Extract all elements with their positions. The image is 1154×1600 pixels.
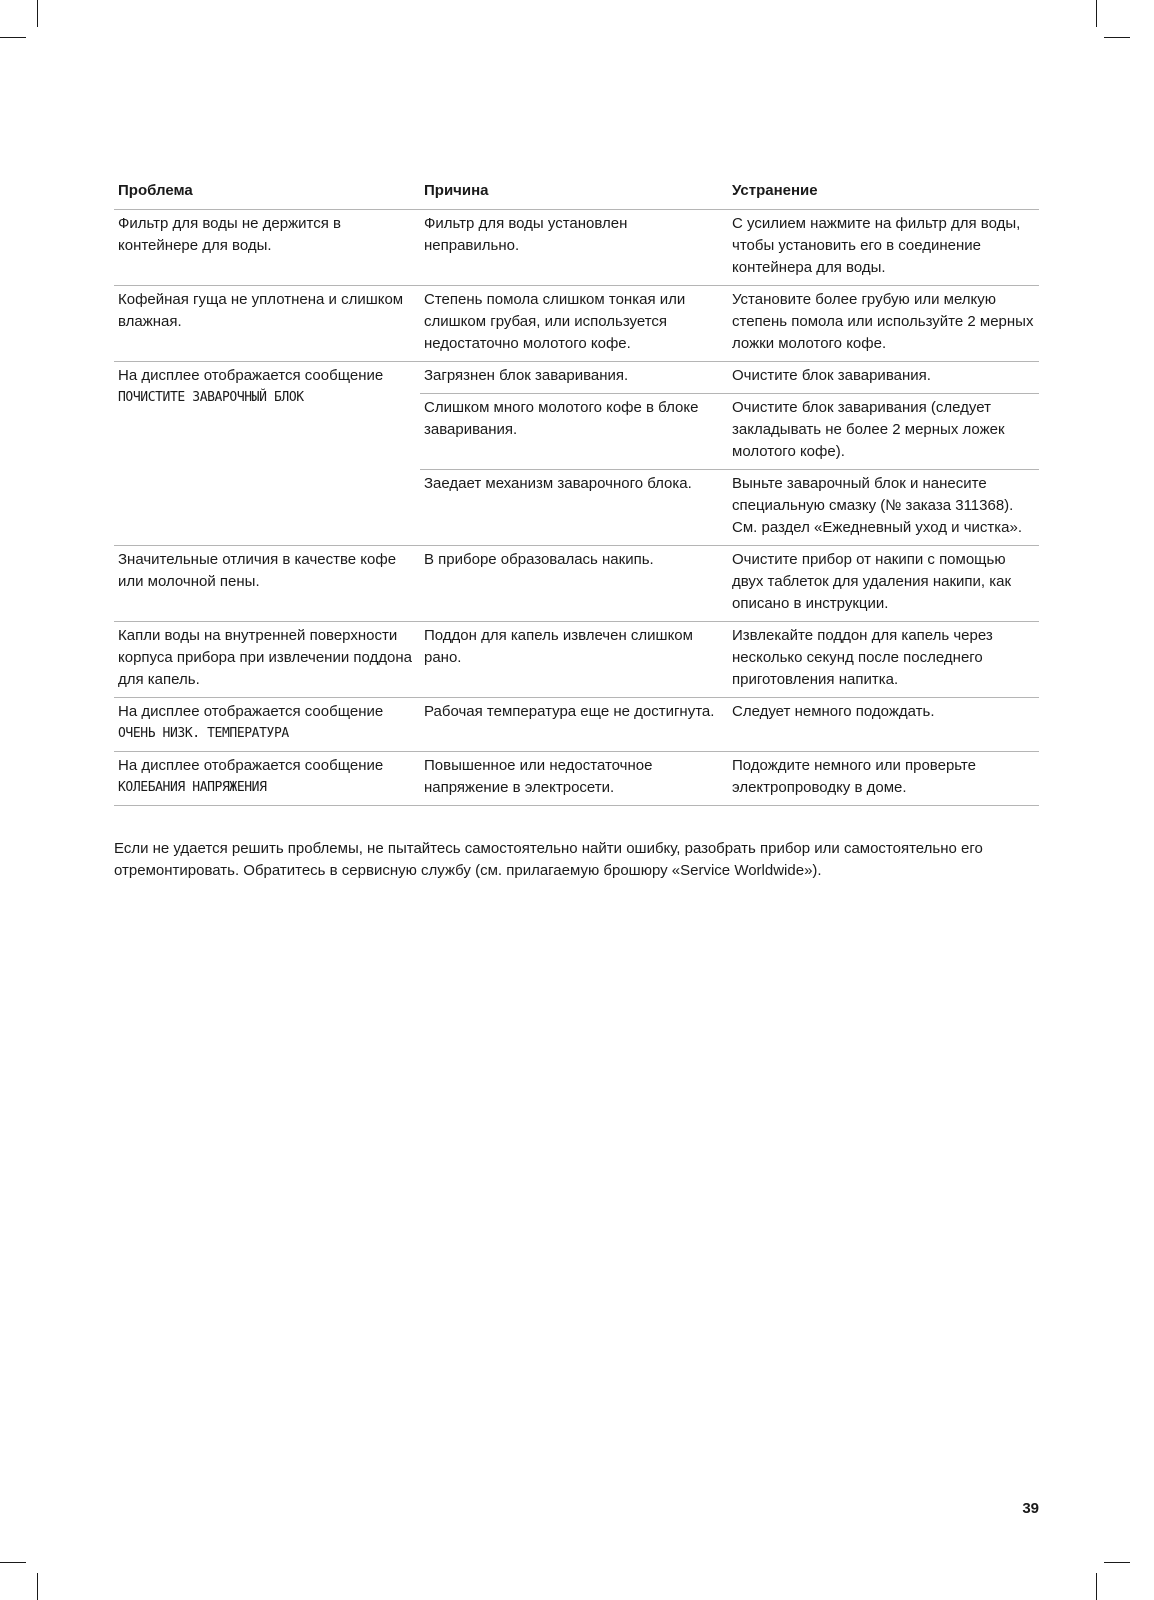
cause-cell: Повышенное или недостаточное напряжение в электросети.: [420, 752, 728, 806]
table-row: [114, 698, 1039, 752]
cause-cell: Фильтр для воды установлен неправильно.: [420, 210, 728, 286]
crop-mark: [1096, 1573, 1097, 1600]
column-header-cause: Причина: [420, 172, 728, 210]
cause-cell: Рабочая температура еще не достигнута.: [420, 698, 728, 752]
display-message-code: ОЧЕНЬ НИЗК. ТЕМПЕРАТУРА: [118, 726, 289, 741]
crop-mark: [0, 1562, 26, 1563]
cause-cell: В приборе образовалась накипь.: [420, 546, 728, 622]
crop-mark: [37, 1573, 38, 1600]
table-row: [114, 286, 1039, 362]
solution-cell: Очистите прибор от накипи с помощью двух таблеток для удаления накипи, как описано в инструкции.: [728, 546, 1039, 622]
crop-mark: [1096, 0, 1097, 27]
column-header-problem: Проблема: [114, 172, 420, 210]
problem-cell: [114, 362, 420, 546]
problem-cell: [114, 752, 420, 806]
problem-text: На дисплее отображается сообщение: [118, 703, 384, 720]
table-row: [114, 210, 1039, 286]
problem-cell: Капли воды на внутренней поверхности корпуса прибора при извлечении поддона для капель.: [114, 622, 420, 698]
problem-cell: [114, 698, 420, 752]
problem-text: На дисплее отображается сообщение: [118, 757, 384, 774]
service-note: Если не удается решить проблемы, не пытайтесь самостоятельно найти ошибку, разобрать прибор или самостоятельно его отремонтировать. Обратитесь в сервисную службу (см. прилагаемую брошюру «Service Worldwide»).: [114, 840, 983, 879]
problem-cell: Кофейная гуща не уплотнена и слишком влажная.: [114, 286, 420, 362]
table-row: [114, 622, 1039, 698]
cause-cell: Степень помола слишком тонкая или слишком грубая, или используется недостаточно молотого кофе.: [420, 286, 728, 362]
cause-cell: Заедает механизм заварочного блока.: [420, 470, 728, 546]
problem-text: На дисплее отображается сообщение: [118, 367, 384, 384]
table-row: [114, 752, 1039, 806]
crop-mark: [0, 37, 26, 38]
crop-mark: [37, 0, 38, 27]
solution-cell: Очистите блок заваривания.: [728, 362, 1039, 394]
display-message-code: КОЛЕБАНИЯ НАПРЯЖЕНИЯ: [118, 780, 267, 795]
display-message-code: ПОЧИСТИТЕ ЗАВАРОЧНЫЙ БЛОК: [118, 390, 304, 405]
troubleshooting-table: [114, 172, 1039, 806]
cause-cell: Слишком много молотого кофе в блоке заваривания.: [420, 394, 728, 470]
solution-cell: Следует немного подождать.: [728, 698, 1039, 752]
table-header-row: [114, 172, 1039, 210]
crop-mark: [1104, 1562, 1130, 1563]
solution-cell: Подождите немного или проверьте электропроводку в доме.: [728, 752, 1039, 806]
crop-mark: [1104, 37, 1130, 38]
solution-cell: Извлекайте поддон для капель через несколько секунд после последнего приготовления напитка.: [728, 622, 1039, 698]
solution-cell: Очистите блок заваривания (следует закладывать не более 2 мерных ложек молотого кофе).: [728, 394, 1039, 470]
cause-cell: Поддон для капель извлечен слишком рано.: [420, 622, 728, 698]
solution-cell: Выньте заварочный блок и нанесите специальную смазку (№ заказа 311368). См. раздел «Ежедневный уход и чистка».: [728, 470, 1039, 546]
column-header-solution: Устранение: [728, 172, 1039, 210]
table-row: [114, 362, 1039, 394]
cause-cell: Загрязнен блок заваривания.: [420, 362, 728, 394]
table-row: [114, 546, 1039, 622]
solution-cell: С усилием нажмите на фильтр для воды, чтобы установить его в соединение контейнера для воды.: [728, 210, 1039, 286]
problem-cell: Фильтр для воды не держится в контейнере для воды.: [114, 210, 420, 286]
page-number: 39: [1022, 1500, 1039, 1517]
problem-cell: Значительные отличия в качестве кофе или молочной пены.: [114, 546, 420, 622]
solution-cell: Установите более грубую или мелкую степень помола или используйте 2 мерных ложки молотого кофе.: [728, 286, 1039, 362]
